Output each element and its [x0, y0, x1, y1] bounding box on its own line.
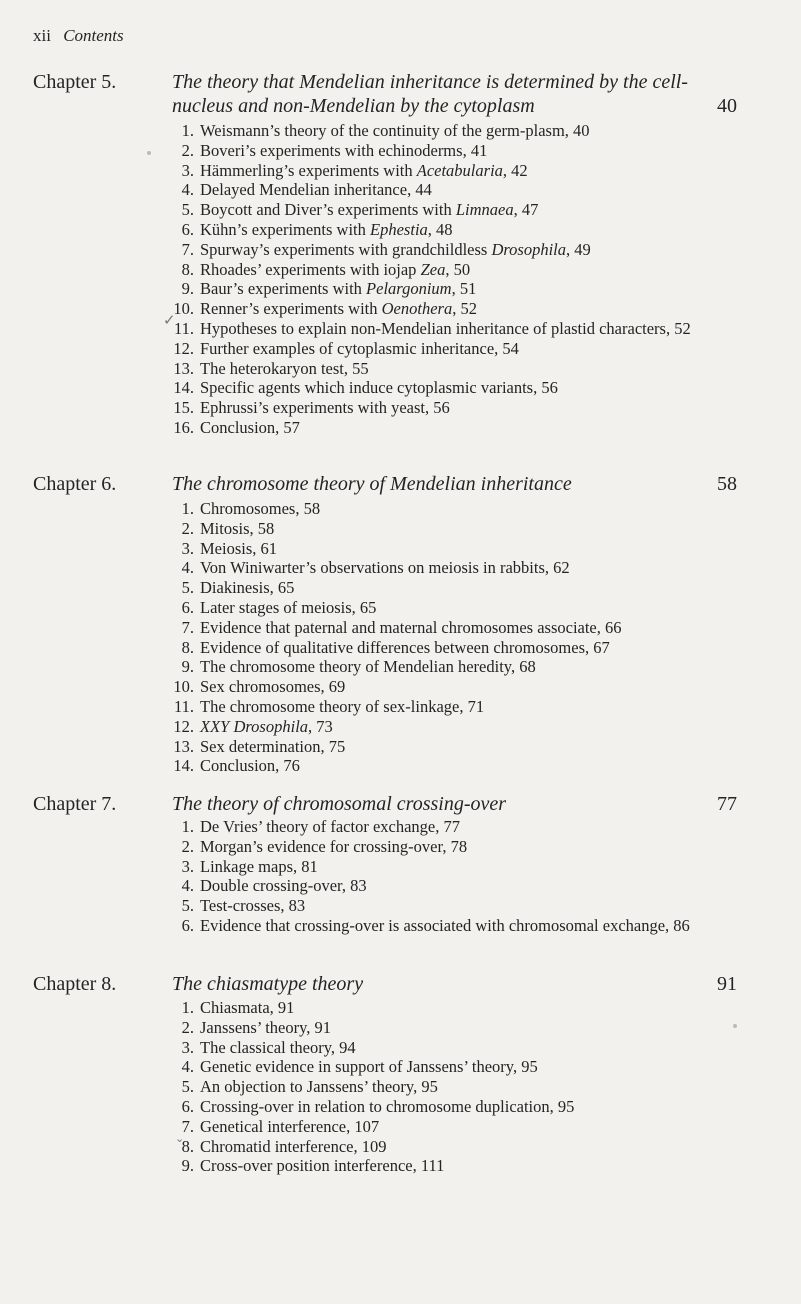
entry-text: Later stages of meiosis, 65 — [200, 597, 377, 617]
paper-speck — [733, 1024, 737, 1028]
entry-number: 1. — [181, 817, 194, 836]
entry-text: Janssens’ theory, 91 — [200, 1017, 332, 1037]
contents-entry — [0, 539, 680, 559]
entry-number: 10. — [173, 299, 194, 319]
entry-text: Baur’s experiments with — [200, 279, 367, 299]
chapter-page: 58 — [717, 473, 737, 495]
entry-number: 3. — [181, 538, 194, 558]
contents-entry — [0, 857, 680, 877]
entry-text: Genetic evidence in support of Janssens’ theory, 95 — [200, 1057, 538, 1077]
entry-text: Diakinesis, 65 — [200, 578, 295, 598]
contents-entry — [0, 717, 680, 737]
contents-entry — [0, 756, 680, 776]
entry-number: 11. — [173, 696, 194, 716]
contents-entry — [0, 220, 680, 240]
entry-number: 2. — [181, 518, 194, 538]
contents-entry — [0, 319, 715, 339]
entry-text: Morgan’s evidence for crossing-over, 78 — [200, 836, 468, 856]
entry-text: Meiosis, 61 — [200, 538, 278, 558]
entry-text: Kühn’s experiments with — [200, 219, 371, 239]
entry-text: Chromosomes, 58 — [200, 499, 321, 518]
contents-entry — [0, 598, 680, 618]
running-title: Contents — [63, 26, 124, 45]
entry-number: 9. — [181, 657, 194, 677]
entry-page-ref: , 47 — [513, 200, 539, 220]
entry-text: Evidence of qualitative differences between chromosomes, 67 — [200, 637, 610, 657]
contents-entry — [0, 837, 680, 857]
entry-number: 4. — [181, 876, 194, 896]
contents-entry — [0, 1156, 680, 1176]
contents-entry — [0, 240, 680, 260]
entry-text: Genetical interference, 107 — [200, 1116, 380, 1136]
entry-number: 5. — [181, 200, 194, 220]
entry-italic-term: Limnaea — [455, 200, 514, 220]
entry-text: Evidence that paternal and maternal chromosomes associate, 66 — [200, 617, 622, 637]
contents-entry — [0, 737, 680, 757]
entry-text: An objection to Janssens’ theory, 95 — [200, 1077, 438, 1097]
contents-entry — [0, 418, 680, 438]
contents-entry — [0, 1038, 680, 1058]
entry-number: 6. — [181, 915, 194, 935]
contents-entry — [0, 1137, 680, 1157]
entry-italic-term: Pelargonium — [366, 279, 452, 299]
entry-number: 8. — [181, 637, 194, 657]
entry-italic-term: Acetabularia — [416, 160, 503, 180]
entry-number: 14. — [173, 378, 194, 398]
entry-number: 12. — [173, 338, 194, 358]
contents-entry — [0, 998, 680, 1018]
contents-entry — [0, 657, 680, 677]
contents-entry — [0, 896, 680, 916]
chapter-page: 91 — [717, 973, 737, 995]
entry-text: Von Winiwarter’s observations on meiosis in rabbits, 62 — [200, 558, 570, 578]
contents-entry — [0, 916, 715, 936]
entry-text: Rhoades’ experiments with iojap — [200, 259, 421, 279]
entry-italic-term: Oenothera — [381, 299, 453, 319]
entry-text: Evidence that crossing-over is associated with chromosomal exchange, 86 — [200, 915, 690, 935]
entry-number: 13. — [173, 358, 194, 378]
entry-text: De Vries’ theory of factor exchange, 77 — [200, 817, 460, 836]
entry-text: Conclusion, 76 — [200, 756, 300, 776]
entry-number: 5. — [181, 1077, 194, 1097]
entry-text: Crossing-over in relation to chromosome duplication, 95 — [200, 1096, 575, 1116]
entry-text: Boveri’s experiments with echinoderms, 41 — [200, 140, 488, 160]
entry-page-ref: , 42 — [502, 160, 528, 180]
entry-page-ref: , 52 — [452, 299, 477, 319]
entry-text: Sex chromosomes, 69 — [200, 677, 346, 697]
entry-text: The chromosome theory of Mendelian heredity, 68 — [200, 657, 536, 677]
entry-number: 16. — [173, 417, 194, 437]
entry-page-ref: , 48 — [427, 219, 453, 239]
contents-entry — [0, 200, 680, 220]
chapter-title: The theory that Mendelian inheritance is determined by the cell-nucleus and non-Mendelian by the cytoplasm — [172, 71, 688, 117]
entry-text: The chromosome theory of sex-linkage, 71 — [200, 696, 485, 716]
entry-number: 4. — [181, 180, 194, 200]
entry-italic-term: Drosophila — [491, 239, 567, 259]
entry-number: 5. — [181, 896, 194, 916]
contents-entry — [0, 1018, 680, 1038]
entry-number: 5. — [181, 578, 194, 598]
contents-entry — [0, 398, 680, 418]
entry-page-ref: , 51 — [451, 279, 477, 299]
chapter-page: 40 — [717, 95, 737, 117]
chapter-label: Chapter 6. — [33, 473, 117, 495]
contents-entry — [0, 638, 680, 658]
entry-number: 4. — [181, 558, 194, 578]
entry-text: Sex determination, 75 — [200, 736, 346, 756]
contents-entry — [0, 279, 680, 299]
entry-text: The heterokaryon test, 55 — [200, 358, 369, 378]
entry-number: 2. — [181, 836, 194, 856]
chapter-title: The chromosome theory of Mendelian inheritance — [172, 473, 572, 495]
entry-text: Delayed Mendelian inheritance, 44 — [200, 180, 432, 200]
chapter-title: The chiasmatype theory — [172, 973, 364, 995]
entry-number: 1. — [181, 998, 194, 1017]
contents-entry — [0, 817, 680, 837]
entry-text: Chromatid interference, 109 — [200, 1136, 387, 1156]
entry-text: Linkage maps, 81 — [200, 856, 318, 876]
contents-entry — [0, 578, 680, 598]
entry-number: 6. — [181, 597, 194, 617]
chapter-title: The theory of chromosomal crossing-over — [172, 793, 507, 815]
contents-entry — [0, 558, 680, 578]
entry-number: 6. — [181, 1096, 194, 1116]
entry-number: 7. — [181, 239, 194, 259]
section-list — [0, 499, 801, 776]
chapter-page: 77 — [717, 793, 737, 815]
contents-entry — [0, 1057, 680, 1077]
entry-text: Ephrussi’s experiments with yeast, 56 — [200, 398, 450, 418]
entry-number: 9. — [181, 1156, 194, 1176]
entry-text: Test-crosses, 83 — [200, 896, 306, 916]
contents-entry — [0, 121, 680, 141]
entry-text: The classical theory, 94 — [200, 1037, 356, 1057]
entry-number: 14. — [173, 756, 194, 776]
entry-text: Spurway’s experiments with grandchildless — [200, 239, 492, 259]
entry-text: Hypotheses to explain non-Mendelian inheritance of plastid characters, 52 — [200, 318, 691, 338]
entry-number: 2. — [181, 1017, 194, 1037]
entry-number: 8. — [181, 259, 194, 279]
contents-entry — [0, 339, 680, 359]
contents-entry — [0, 618, 680, 638]
contents-entry — [0, 161, 680, 181]
contents-entry — [0, 359, 680, 379]
entry-number: 7. — [181, 617, 194, 637]
entry-number: 10. — [173, 677, 194, 697]
entry-number: 3. — [181, 160, 194, 180]
entry-italic-term: Zea — [420, 259, 446, 279]
contents-entry — [0, 1097, 680, 1117]
section-list — [0, 998, 801, 1176]
contents-entry — [0, 499, 680, 519]
contents-entry — [0, 180, 680, 200]
entry-number: 13. — [173, 736, 194, 756]
entry-number: 3. — [181, 1037, 194, 1057]
contents-entry — [0, 697, 680, 717]
pencil-check-mark: ✓ — [163, 313, 176, 329]
entry-italic-term: Ephestia — [370, 219, 428, 239]
entry-number: 6. — [181, 219, 194, 239]
entry-text: Double crossing-over, 83 — [200, 876, 367, 896]
running-header — [33, 26, 124, 46]
entry-text: Cross-over position interference, 111 — [200, 1156, 445, 1176]
contents-entry — [0, 260, 680, 280]
contents-entry — [0, 1077, 680, 1097]
entry-text: Boycott and Diver’s experiments with — [200, 200, 456, 220]
contents-entry — [0, 378, 680, 398]
entry-text: Chiasmata, 91 — [200, 998, 295, 1017]
entry-number: 9. — [181, 279, 194, 299]
entry-number: 12. — [173, 716, 194, 736]
entry-number: 4. — [181, 1057, 194, 1077]
chapter-label: Chapter 8. — [33, 973, 117, 995]
section-list — [0, 817, 801, 936]
paper-speck — [147, 151, 151, 155]
entry-text: Conclusion, 57 — [200, 417, 300, 437]
entry-italic-term: XXY Drosophila — [200, 716, 309, 736]
section-list — [0, 121, 801, 438]
entry-number: 1. — [181, 499, 194, 518]
entry-text: Renner’s experiments with — [200, 299, 382, 319]
entry-number: 11. — [173, 318, 194, 338]
entry-number: 3. — [181, 856, 194, 876]
entry-number: 7. — [181, 1116, 194, 1136]
entry-text: Further examples of cytoplasmic inheritance, 54 — [200, 338, 519, 358]
entry-number: 15. — [173, 398, 194, 418]
entry-page-ref: , 49 — [566, 239, 591, 259]
pencil-tick-mark: ⌄ — [175, 1133, 185, 1145]
contents-entry — [0, 299, 680, 319]
entry-text: Specific agents which induce cytoplasmic variants, 56 — [200, 378, 558, 398]
entry-number: 8. — [181, 1136, 194, 1156]
entry-text: Hämmerling’s experiments with — [200, 160, 417, 180]
entry-page-ref: , 73 — [308, 716, 333, 736]
entry-number: 1. — [181, 121, 194, 140]
entry-page-ref: , 50 — [445, 259, 471, 279]
contents-entry — [0, 677, 680, 697]
entry-text: Weismann’s theory of the continuity of the germ-plasm, 40 — [200, 121, 590, 140]
contents-entry — [0, 519, 680, 539]
chapter-label: Chapter 7. — [33, 793, 117, 815]
contents-entry — [0, 876, 680, 896]
entry-number: 2. — [181, 140, 194, 160]
contents-entry — [0, 141, 680, 161]
entry-text: Mitosis, 58 — [200, 518, 275, 538]
contents-entry — [0, 1117, 680, 1137]
page-number: xii — [33, 26, 51, 45]
chapter-label: Chapter 5. — [33, 71, 117, 93]
